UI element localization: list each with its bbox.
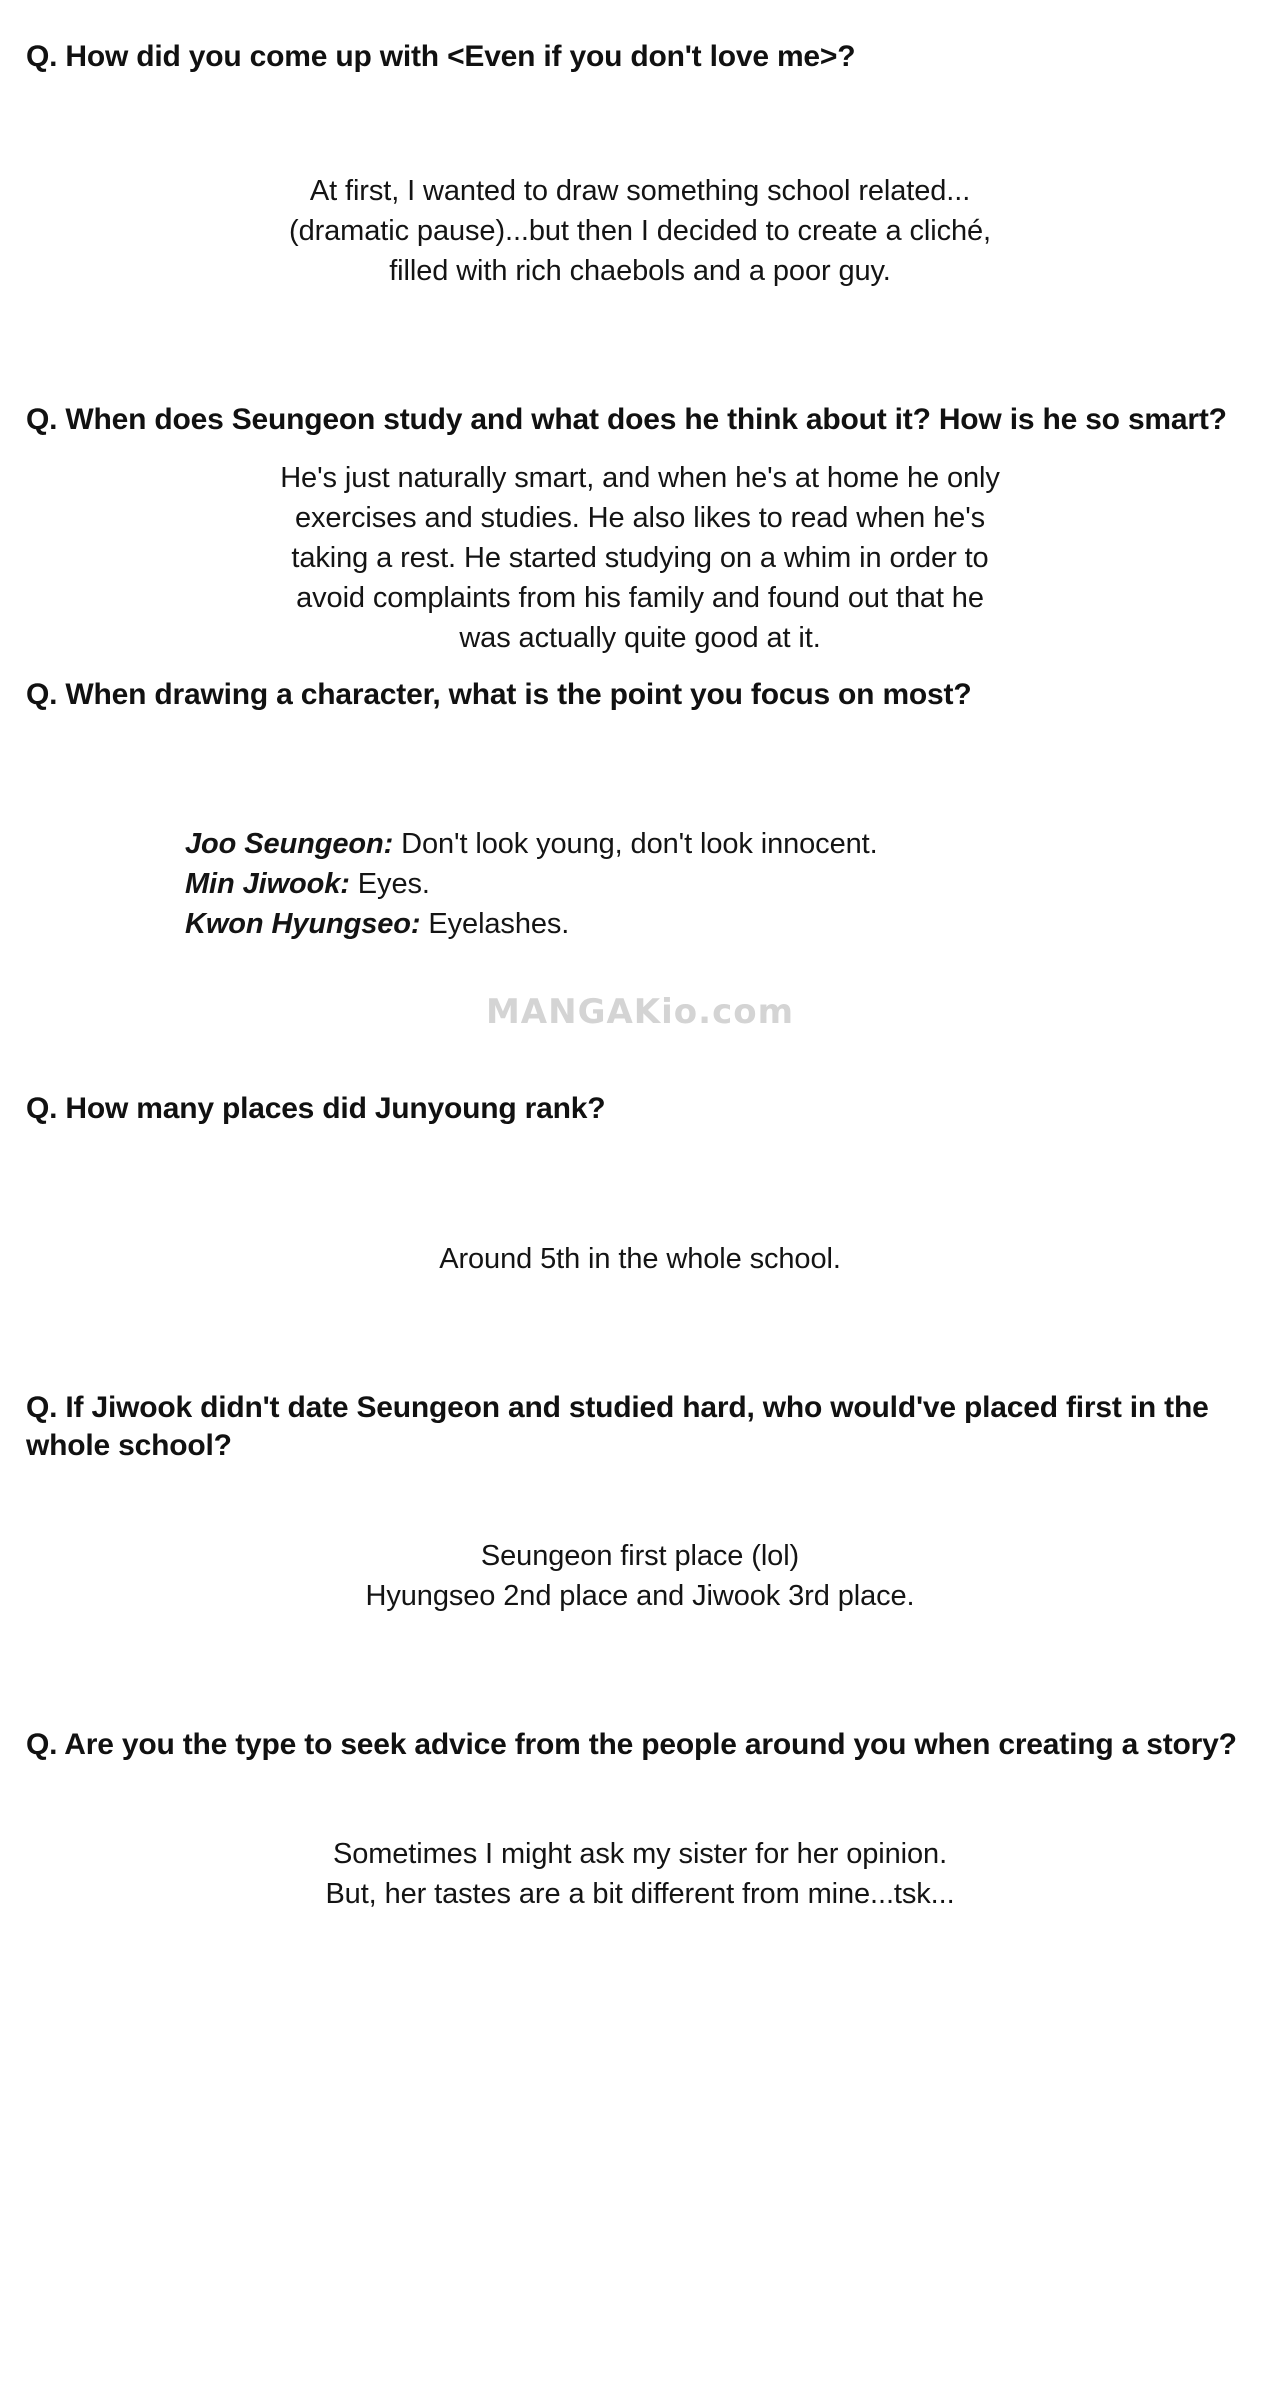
speaker-label: Joo Seungeon: — [185, 828, 394, 861]
answer-line: But, her tastes are a bit different from mine...tsk... — [325, 1877, 955, 1910]
speaker-answer: Eyelashes. — [420, 908, 570, 941]
spacer — [0, 440, 1280, 458]
question-text-4: Q. How many places did Junyoung rank? — [26, 1092, 606, 1126]
spacer — [0, 76, 1280, 171]
spacer — [0, 1129, 1280, 1239]
qa-block-2 — [0, 401, 1280, 657]
spacer — [0, 1914, 1280, 2009]
answer-line: Around 5th in the whole school. — [439, 1242, 841, 1275]
speaker-answer: Eyes. — [349, 868, 430, 901]
answer-line: Hyungseo 2nd place and Jiwook 3rd place. — [365, 1579, 915, 1612]
answer-line — [185, 904, 1220, 944]
speaker-label: Kwon Hyungseo: — [185, 908, 421, 941]
qa-block-4 — [0, 1090, 1280, 1278]
spacer — [0, 1466, 1280, 1536]
question-text-1: Q. How did you come up with <Even if you don't love me>? — [26, 40, 856, 73]
answer-line: Sometimes I might ask my sister for her opinion. — [332, 1837, 948, 1870]
answer-line: He's just naturally smart, and when he's at home he only — [280, 461, 1000, 494]
qa-block-6 — [0, 1726, 1280, 1914]
answer-line: filled with rich chaebols and a poor guy. — [389, 255, 891, 288]
answer-text-1 — [0, 171, 1280, 291]
answer-line — [185, 824, 1220, 864]
question-text-5: Q. If Jiwook didn't date Seungeon and studied hard, who would've placed first in the whole school? — [26, 1390, 1209, 1463]
answer-text-4 — [0, 1239, 1280, 1279]
spacer — [0, 944, 1280, 992]
speaker-answer: Don't look young, don't look innocent. — [393, 828, 878, 861]
answer-line: avoid complaints from his family and found out that he — [296, 581, 984, 614]
answer-line: (dramatic pause)...but then I decided to create a cliché, — [289, 215, 991, 248]
answer-line: Seungeon first place (lol) — [480, 1539, 800, 1572]
answer-text-5 — [0, 1536, 1280, 1616]
answer-line: was actually quite good at it. — [459, 621, 821, 654]
spacer — [0, 1616, 1280, 1726]
answer-line — [185, 864, 1220, 904]
question-text-2: Q. When does Seungeon study and what does he think about it? How is he so smart? — [26, 403, 1227, 437]
answer-text-6 — [0, 1834, 1280, 1914]
spacer — [0, 658, 1280, 676]
site-watermark: MANGAKio.com — [485, 992, 795, 1033]
answer-line: taking a rest. He started studying on a whim in order to — [291, 541, 989, 574]
qa-block-1 — [0, 38, 1280, 291]
question-text-6: Q. Are you the type to seek advice from the people around you when creating a story? — [26, 1727, 1237, 1761]
qa-block-3 — [0, 676, 1280, 944]
spacer — [0, 0, 1280, 38]
spacer — [0, 714, 1280, 824]
answer-text-3 — [0, 824, 1280, 944]
question-text-3: Q. When drawing a character, what is the point you focus on most? — [26, 677, 972, 711]
answer-line: exercises and studies. He also likes to read when he's — [294, 501, 986, 534]
spacer — [0, 1279, 1280, 1389]
answer-text-2 — [0, 458, 1280, 658]
spacer — [0, 1032, 1280, 1090]
answer-line: At first, I wanted to draw something school related... — [309, 175, 971, 208]
qa-block-5 — [0, 1389, 1280, 1616]
spacer — [0, 291, 1280, 401]
speaker-label: Min Jiwook: — [185, 868, 350, 901]
spacer — [0, 1764, 1280, 1834]
